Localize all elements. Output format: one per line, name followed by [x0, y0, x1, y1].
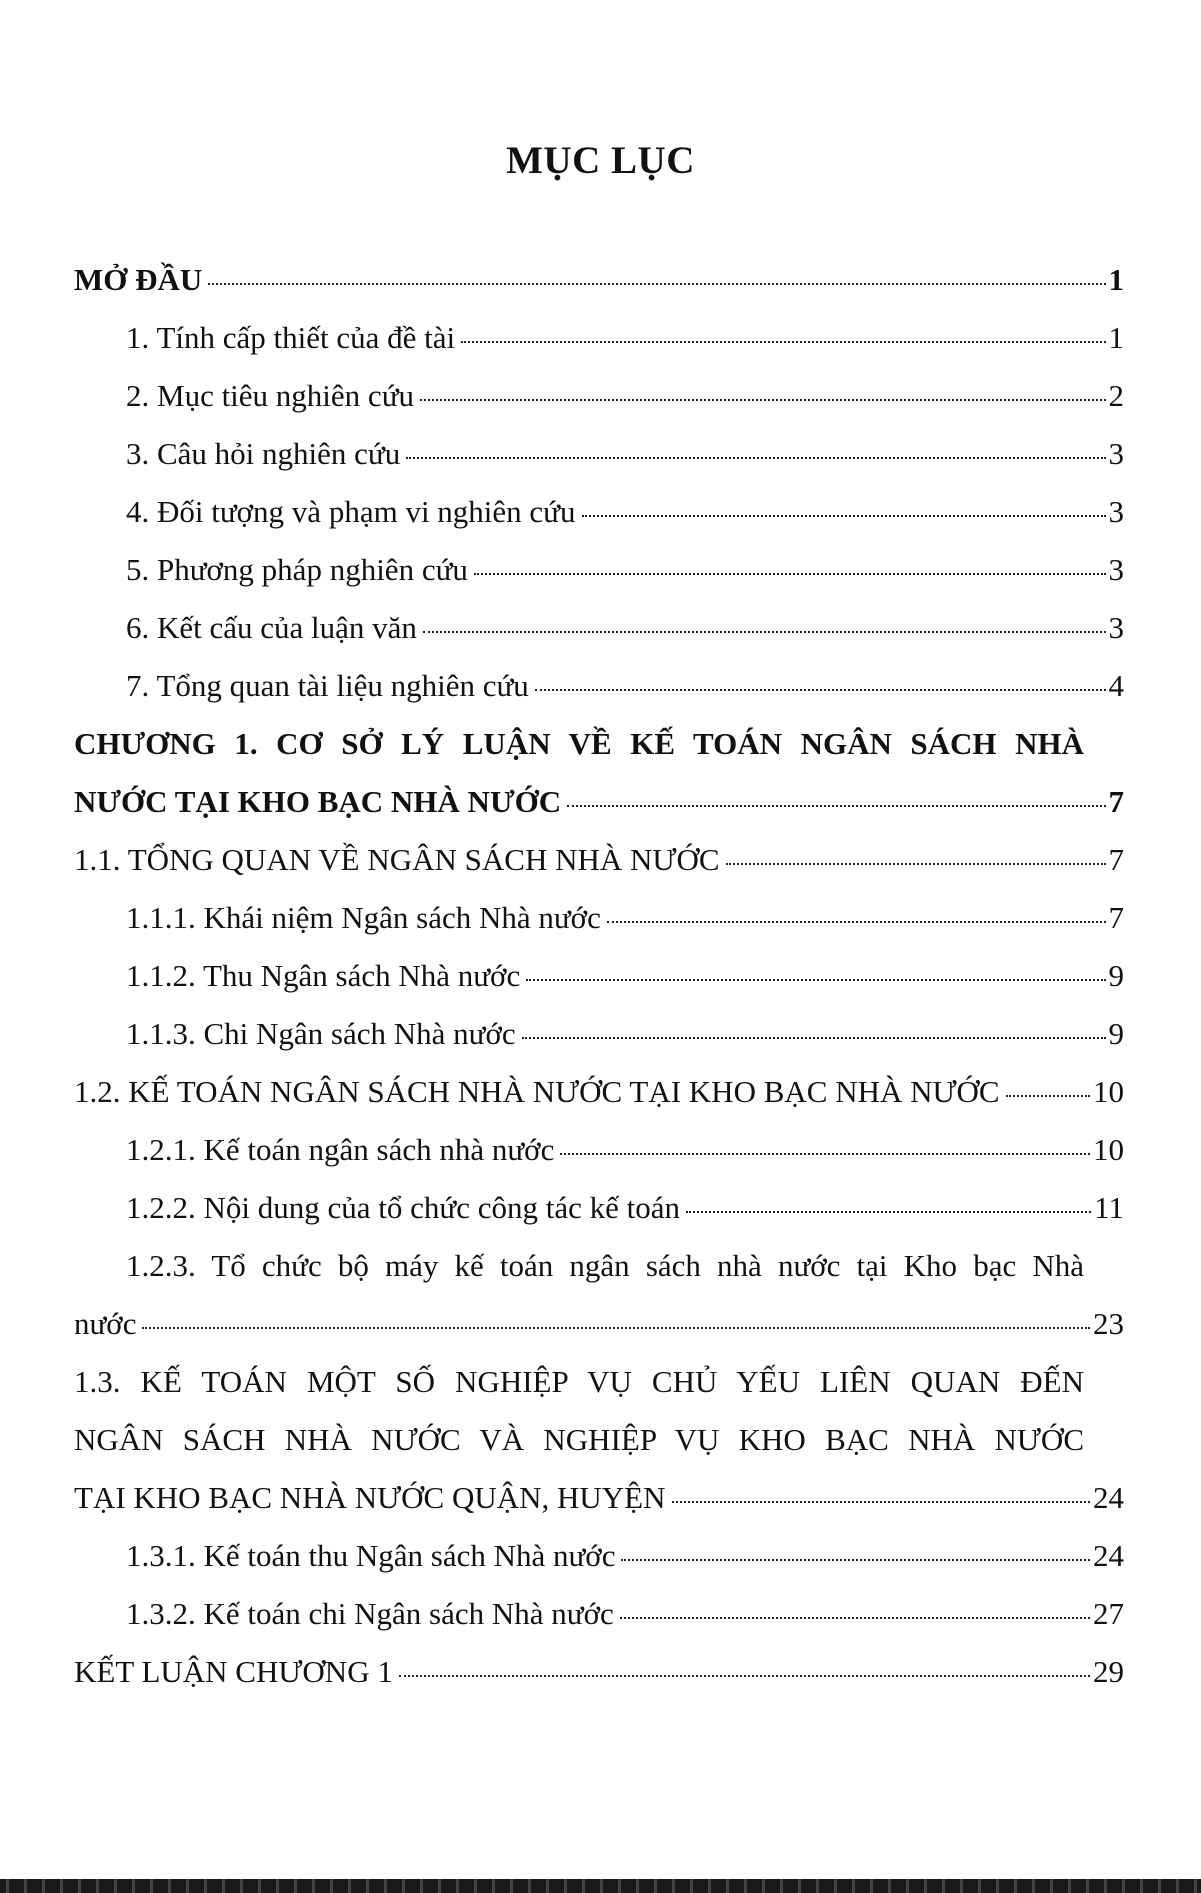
toc-entry[interactable] — [74, 436, 1124, 494]
toc-entry-text: 1.1.1. Khái niệm Ngân sách Nhà nước — [126, 900, 601, 935]
toc-page-number: 4 — [1108, 668, 1124, 703]
toc-entry-text: 1.3.2. Kế toán chi Ngân sách Nhà nước — [126, 1596, 614, 1631]
toc-page-number: 7 — [1108, 900, 1124, 935]
toc-entry[interactable] — [74, 610, 1124, 668]
toc-page-number: 9 — [1108, 958, 1124, 993]
toc-leader-dots — [522, 1037, 1106, 1039]
toc-page-number: 2 — [1108, 378, 1124, 413]
toc-leader-dots — [535, 689, 1106, 691]
toc-leader-dots — [208, 283, 1105, 285]
toc-leader-dots — [420, 399, 1106, 401]
toc-entry-text: 1.1.3. Chi Ngân sách Nhà nước — [126, 1016, 516, 1051]
toc-leader-dots — [672, 1501, 1091, 1503]
toc-leader-dots — [567, 805, 1105, 807]
toc-entry-text: 1.2.1. Kế toán ngân sách nhà nước — [126, 1132, 555, 1167]
toc-page-number: 3 — [1108, 436, 1124, 471]
toc-entry[interactable] — [74, 1016, 1124, 1074]
toc-entry-text: KẾT LUẬN CHƯƠNG 1 — [74, 1654, 393, 1689]
toc-leader-dots — [621, 1559, 1090, 1561]
toc-entry[interactable] — [74, 842, 1124, 900]
toc-leader-dots — [461, 341, 1105, 343]
toc-entry[interactable] — [74, 320, 1124, 378]
toc-leader-dots — [620, 1617, 1090, 1619]
toc-entry-text: 7. Tổng quan tài liệu nghiên cứu — [126, 668, 529, 703]
toc-leader-dots — [726, 863, 1106, 865]
toc-entry[interactable] — [74, 1538, 1124, 1596]
toc-entry[interactable] — [74, 1190, 1124, 1248]
toc-leader-dots — [1006, 1095, 1090, 1097]
toc-entry-text: 1.3.1. Kế toán thu Ngân sách Nhà nước — [126, 1538, 616, 1573]
toc-entry[interactable] — [74, 958, 1124, 1016]
table-of-contents — [74, 262, 1124, 1712]
toc-entry-text: TẠI KHO BẠC NHÀ NƯỚC QUẬN, HUYỆN — [74, 1480, 666, 1515]
toc-leader-dots — [406, 457, 1105, 459]
toc-entry[interactable] — [74, 1654, 1124, 1712]
toc-entry-text: 1.1.2. Thu Ngân sách Nhà nước — [126, 958, 521, 993]
scan-edge-strip — [0, 1879, 1201, 1893]
toc-entry-text: 3. Câu hỏi nghiên cứu — [126, 436, 401, 471]
toc-entry-text: 1.2.2. Nội dung của tổ chức công tác kế toán — [126, 1190, 680, 1225]
toc-page-number: 3 — [1108, 552, 1124, 587]
toc-entry-text: 6. Kết cấu của luận văn — [126, 610, 417, 645]
toc-page-number: 11 — [1094, 1190, 1124, 1225]
toc-entry-text: 1.2. KẾ TOÁN NGÂN SÁCH NHÀ NƯỚC TẠI KHO BẠC NHÀ NƯỚC — [74, 1074, 1000, 1109]
toc-leader-dots — [607, 921, 1106, 923]
page-title: MỤC LỤC — [506, 139, 695, 182]
toc-leader-dots — [399, 1675, 1090, 1677]
toc-leader-dots — [582, 515, 1106, 517]
toc-entry[interactable] — [74, 1074, 1124, 1132]
toc-page-number: 29 — [1093, 1654, 1124, 1689]
toc-entry-text: 5. Phương pháp nghiên cứu — [126, 552, 468, 587]
toc-entry-text: 1.1. TỔNG QUAN VỀ NGÂN SÁCH NHÀ NƯỚC — [74, 842, 720, 877]
toc-entry-text: NƯỚC TẠI KHO BẠC NHÀ NƯỚC — [74, 784, 562, 819]
toc-entry-text: nước — [74, 1306, 137, 1341]
toc-page-number: 23 — [1093, 1306, 1124, 1341]
toc-page-number: 27 — [1093, 1596, 1124, 1631]
toc-entry[interactable] — [74, 1132, 1124, 1190]
toc-entry[interactable] — [74, 494, 1124, 552]
toc-leader-dots — [423, 631, 1106, 633]
toc-entry[interactable] — [74, 900, 1124, 958]
toc-chapter-heading-line1[interactable]: CHƯƠNG 1. CƠ SỞ LÝ LUẬN VỀ KẾ TOÁN NGÂN SÁCH NHÀ — [74, 726, 1084, 761]
toc-entry-text: 1. Tính cấp thiết của đề tài — [126, 320, 456, 355]
toc-leader-dots — [560, 1153, 1090, 1155]
toc-page-number: 7 — [1108, 842, 1124, 877]
toc-entry-line1[interactable]: 1.3. KẾ TOÁN MỘT SỐ NGHIỆP VỤ CHỦ YẾU LIÊN QUAN ĐẾN — [74, 1364, 1084, 1399]
toc-leader-dots — [142, 1327, 1090, 1329]
toc-entry[interactable] — [74, 1596, 1124, 1654]
toc-leader-dots — [686, 1211, 1091, 1213]
toc-entry-text: 2. Mục tiêu nghiên cứu — [126, 378, 414, 413]
toc-page-number: 10 — [1093, 1074, 1124, 1109]
toc-page-number: 10 — [1093, 1132, 1124, 1167]
toc-entry[interactable] — [74, 552, 1124, 610]
toc-leader-dots — [526, 979, 1105, 981]
toc-entry[interactable] — [74, 1306, 1124, 1364]
toc-entry-line2[interactable]: NGÂN SÁCH NHÀ NƯỚC VÀ NGHIỆP VỤ KHO BẠC NHÀ NƯỚC — [74, 1422, 1084, 1457]
toc-entry[interactable] — [74, 1480, 1124, 1538]
toc-entry-line1[interactable]: 1.2.3. Tổ chức bộ máy kế toán ngân sách nhà nước tại Kho bạc Nhà — [126, 1248, 1084, 1283]
toc-leader-dots — [474, 573, 1106, 575]
toc-entry[interactable] — [74, 378, 1124, 436]
toc-page-number: 1 — [1108, 320, 1124, 355]
toc-entry-text: MỞ ĐẦU — [74, 262, 203, 297]
toc-page-number: 24 — [1093, 1538, 1124, 1573]
toc-entry[interactable] — [74, 262, 1124, 320]
toc-entry[interactable] — [74, 668, 1124, 726]
toc-entry-text: 4. Đối tượng và phạm vi nghiên cứu — [126, 494, 576, 529]
toc-page-number: 3 — [1108, 494, 1124, 529]
toc-page-number: 3 — [1108, 610, 1124, 645]
toc-page-number: 1 — [1108, 262, 1124, 297]
toc-entry[interactable] — [74, 784, 1124, 842]
toc-page-number: 9 — [1108, 1016, 1124, 1051]
toc-page-number: 7 — [1108, 784, 1124, 819]
toc-page-number: 24 — [1093, 1480, 1124, 1515]
